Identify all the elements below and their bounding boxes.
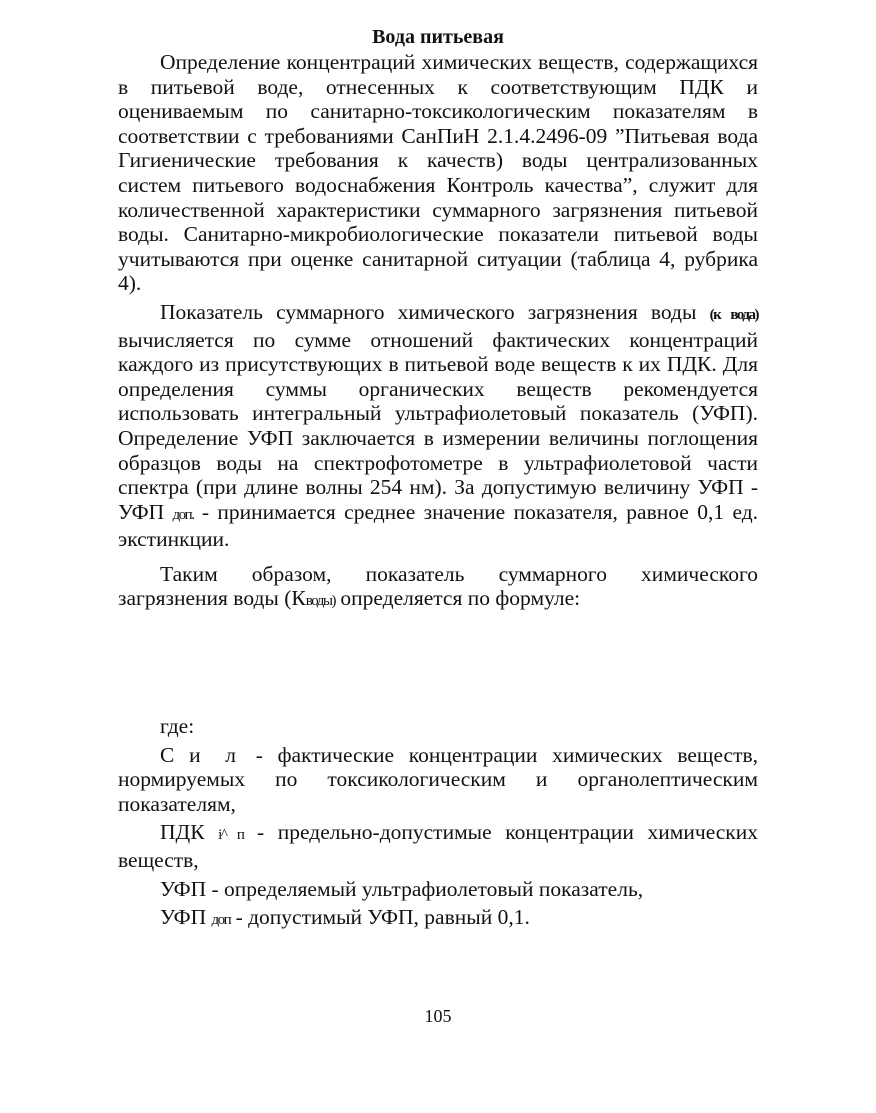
definition-term: ПДК: [160, 820, 205, 845]
document-page: [118, 24, 758, 933]
where-label: где:: [160, 714, 195, 739]
formula-area: [118, 614, 758, 714]
definition-subscript: доп: [211, 912, 231, 929]
paragraph-intro: Определение концентраций химических веществ, содержащихся в питьевой воде, отнесенных к соответствующим ПДК и оцениваемым по санитарно-токсикологическим показателям в соответствии с требованиями СанПиН 2.1.4.2496-09 ”Питьевая вода Гигиенические требования к качеств) воды централизованных систем питьевого водоснабжения Контроль качества”, служит для количественной характеристики суммарного загрязнения питьевой воды. Санитарно-микробиологические показатели питьевой воды учитываются при оценке санитарной ситуации (таблица 4, рубрика 4).: [118, 50, 758, 296]
paragraph-text: Таким образом, показатель суммарного химического загрязнения воды (К: [118, 561, 758, 611]
definition-subscript: и л: [189, 742, 242, 767]
paragraph-index-definition: [118, 300, 758, 552]
paragraph-text: - принимается среднее значение показателя, равное 0,1 ед. экстинкции.: [118, 499, 759, 552]
definition-text: - фактические концентрации химических веществ, нормируемых по токсикологическим и органолептическим показателям,: [118, 742, 759, 816]
section-title: Вода питьевая: [372, 26, 504, 48]
definition-item: [118, 820, 758, 872]
definition-term: УФП: [160, 876, 207, 901]
definition-text: - определяемый ультрафиолетовый показатель,: [211, 876, 644, 901]
k-water-subscript: (к вода): [709, 306, 758, 323]
definition-item: [118, 743, 758, 817]
paragraph-text: вычисляется по сумме отношений фактических концентраций каждого из присутствующих в питьевой воде веществ к их ПДК. Для определения суммы органических веществ рекомендуется использовать интегральный ультрафиолетовый показатель (УФП). Определение УФП заключается в измерении величины поглощения образцов воды на спектрофотометре в ультрафиолетовой части спектра (при длине волны 254 нм). За допустимую величину УФП - УФП: [118, 327, 758, 524]
definition-term: С: [160, 742, 175, 767]
paragraph-text: Показатель суммарного химического загрязнения воды: [160, 299, 697, 324]
definition-text: - предельно-допустимые концентрации химических веществ,: [118, 820, 759, 873]
page-number: 105: [424, 1006, 452, 1026]
definition-item: [118, 905, 758, 933]
definition-subscript: i^ п: [218, 827, 244, 844]
definition-text: - допустимый УФП, равный 0,1.: [235, 905, 530, 930]
paragraph-text: определяется по формуле:: [340, 586, 581, 611]
paragraph-formula-intro: [118, 562, 758, 614]
definition-item: [118, 877, 758, 902]
definition-term: УФП: [160, 905, 207, 930]
k-water-subscript: воды): [305, 593, 335, 610]
ufp-dop-subscript: доп.: [172, 506, 194, 523]
